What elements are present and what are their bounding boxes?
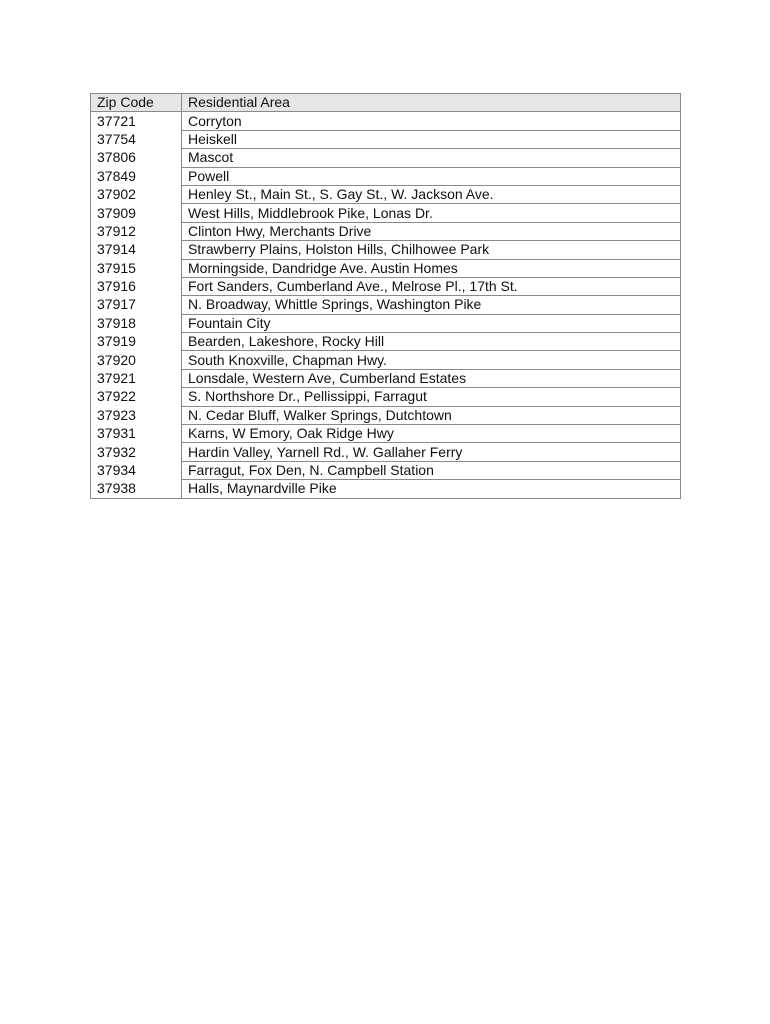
zip-cell: 37909 <box>91 204 182 222</box>
table-row <box>91 167 681 185</box>
zip-cell: 37938 <box>91 480 182 498</box>
table-row <box>91 351 681 369</box>
area-cell: West Hills, Middlebrook Pike, Lonas Dr. <box>182 204 681 222</box>
area-cell: Hardin Valley, Yarnell Rd., W. Gallaher Ferry <box>182 443 681 461</box>
table-row <box>91 130 681 148</box>
table-row <box>91 406 681 424</box>
area-cell: Mascot <box>182 149 681 167</box>
table-row <box>91 480 681 498</box>
area-cell: Halls, Maynardville Pike <box>182 480 681 498</box>
area-cell: Fort Sanders, Cumberland Ave., Melrose Pl., 17th St. <box>182 277 681 295</box>
area-cell: N. Cedar Bluff, Walker Springs, Dutchtown <box>182 406 681 424</box>
zip-cell: 37934 <box>91 461 182 479</box>
table-row <box>91 112 681 130</box>
zip-cell: 37912 <box>91 222 182 240</box>
header-zip-code: Zip Code <box>91 94 182 112</box>
area-cell: Heiskell <box>182 130 681 148</box>
area-cell: Bearden, Lakeshore, Rocky Hill <box>182 333 681 351</box>
table-row <box>91 277 681 295</box>
area-cell: N. Broadway, Whittle Springs, Washington Pike <box>182 296 681 314</box>
table-row <box>91 241 681 259</box>
table-row <box>91 388 681 406</box>
zip-cell: 37932 <box>91 443 182 461</box>
area-cell: South Knoxville, Chapman Hwy. <box>182 351 681 369</box>
table-row <box>91 185 681 203</box>
area-cell: Powell <box>182 167 681 185</box>
zip-cell: 37721 <box>91 112 182 130</box>
area-cell: Farragut, Fox Den, N. Campbell Station <box>182 461 681 479</box>
area-cell: Lonsdale, Western Ave, Cumberland Estates <box>182 369 681 387</box>
table-row <box>91 443 681 461</box>
header-row <box>91 94 681 112</box>
area-cell: Fountain City <box>182 314 681 332</box>
table-row <box>91 204 681 222</box>
area-cell: S. Northshore Dr., Pellissippi, Farragut <box>182 388 681 406</box>
zip-cell: 37914 <box>91 241 182 259</box>
table-row <box>91 259 681 277</box>
table-header <box>91 94 681 112</box>
zip-cell: 37917 <box>91 296 182 314</box>
area-cell: Corryton <box>182 112 681 130</box>
table-row <box>91 296 681 314</box>
zip-cell: 37915 <box>91 259 182 277</box>
area-cell: Henley St., Main St., S. Gay St., W. Jackson Ave. <box>182 185 681 203</box>
area-cell: Morningside, Dandridge Ave. Austin Homes <box>182 259 681 277</box>
zip-cell: 37916 <box>91 277 182 295</box>
table-row <box>91 222 681 240</box>
zip-cell: 37931 <box>91 425 182 443</box>
zip-cell: 37920 <box>91 351 182 369</box>
zip-code-table <box>90 93 681 499</box>
area-cell: Strawberry Plains, Holston Hills, Chilhowee Park <box>182 241 681 259</box>
zip-cell: 37919 <box>91 333 182 351</box>
zip-cell: 37918 <box>91 314 182 332</box>
table-row <box>91 314 681 332</box>
header-residential-area: Residential Area <box>182 94 681 112</box>
table-row <box>91 461 681 479</box>
zip-cell: 37849 <box>91 167 182 185</box>
area-cell: Karns, W Emory, Oak Ridge Hwy <box>182 425 681 443</box>
area-cell: Clinton Hwy, Merchants Drive <box>182 222 681 240</box>
table-row <box>91 149 681 167</box>
zip-cell: 37921 <box>91 369 182 387</box>
table-row <box>91 425 681 443</box>
zip-cell: 37754 <box>91 130 182 148</box>
zip-cell: 37902 <box>91 185 182 203</box>
zip-cell: 37922 <box>91 388 182 406</box>
zip-cell: 37806 <box>91 149 182 167</box>
table-row <box>91 369 681 387</box>
table-row <box>91 333 681 351</box>
zip-cell: 37923 <box>91 406 182 424</box>
table-body <box>91 112 681 498</box>
